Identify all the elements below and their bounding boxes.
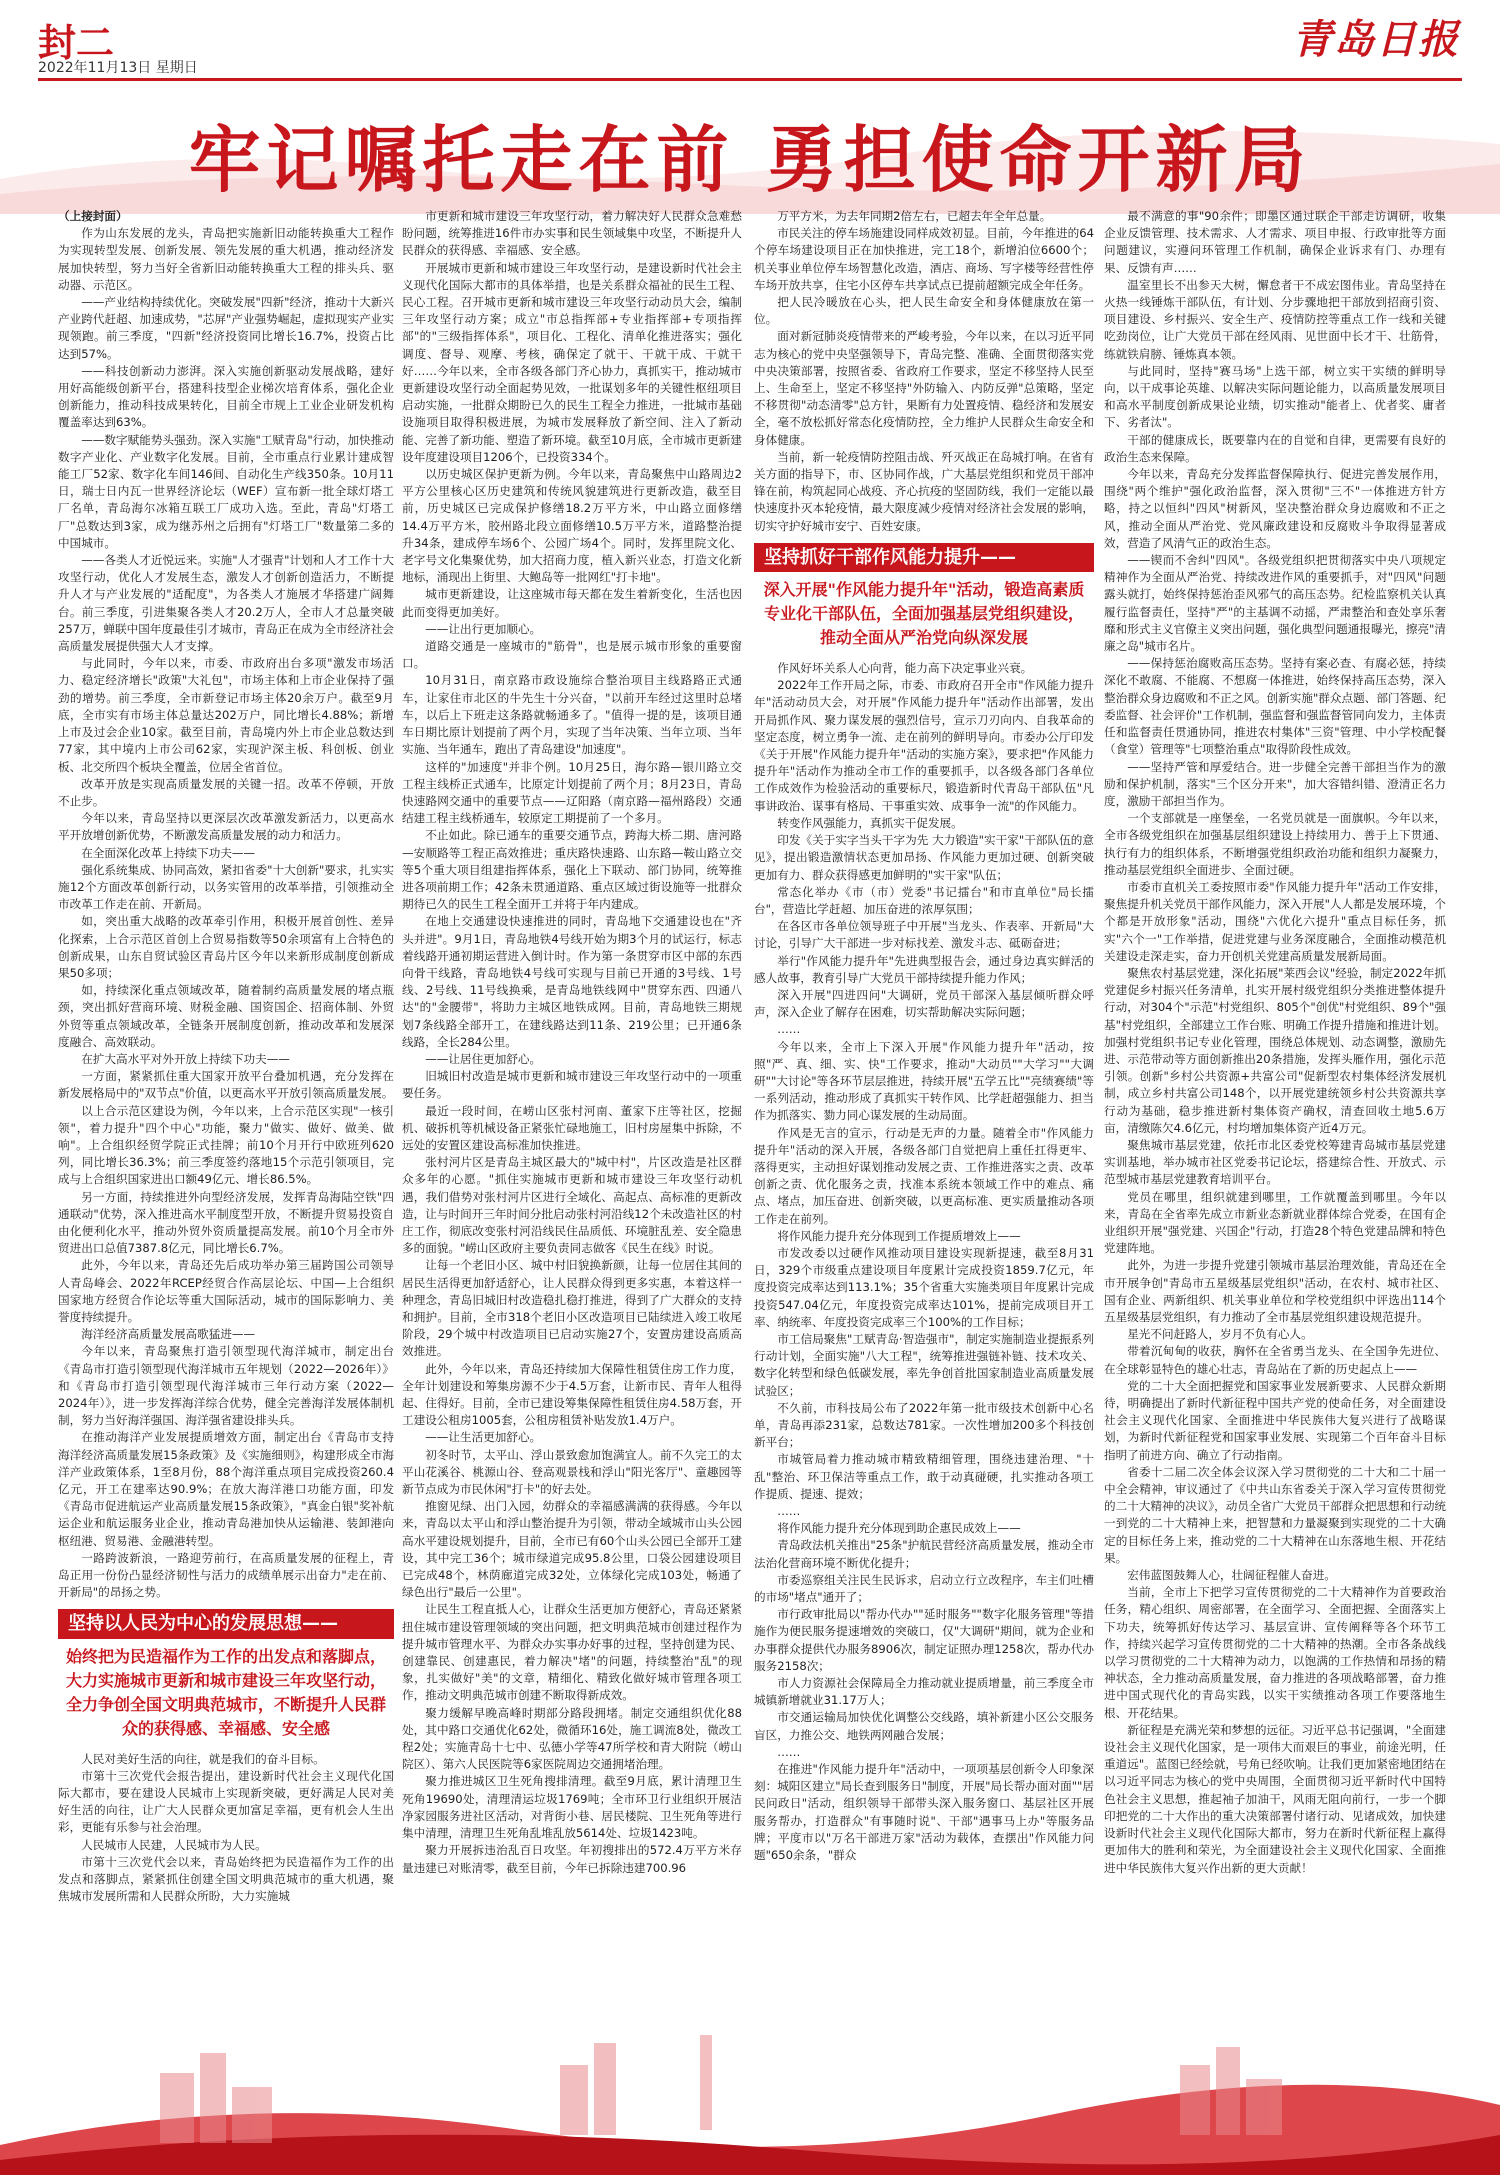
article-paragraph: …… <box>777 1744 801 1759</box>
article-paragraph: 作为山东发展的龙头，青岛把实施新旧动能转换重大工程作为实现转型发展、创新发展、领先发展的重大机遇，推动经济发展加快转型，努力当好全省新旧动能转换重大工程的排头兵、驱动器、示范区。 <box>58 226 394 292</box>
article-paragraph: 与此同时，坚持"赛马场"上选干部，树立实干实绩的鲜明导向，以干成事论英雄、以解决实际问题论能力，以高质量发展项目和高水平制度创新成果论业绩，切实推动"能者上、优者奖、庸者下、劣者汰"。 <box>1104 363 1446 430</box>
issue-date: 2022年11月13日 星期日 <box>38 60 198 76</box>
article-paragraph: 张村河片区是青岛主城区最大的"城中村"，片区改造是社区群众多年的心愿。"抓住实施城市更新和城市建设三年攻坚行动机遇，我们借势对张村河片区进行全域化、高起点、高标准的更新改造，让与时间开三年时间分批启动张村河沿线12个未改造社区的村庄工作，彻底改变张村河沿线民住品质低、环境脏乱差、安全隐患多的面貌。"崂山区政府主要负责同志做客《民生在线》时说。 <box>402 1155 742 1256</box>
article-paragraph: 今年以来，青岛充分发挥监督保障执行、促进完善发展作用，围绕"两个维护"强化政治监督，深入贯彻"三不"一体推进方针方略，持之以恒纠"四风"树新风，坚决整治群众身边腐败和不正之风，推动全面从严治党、党风廉政建设和反腐败斗争取得显著成效，营造了风清气正的政治生态。 <box>1104 467 1446 550</box>
article-paragraph: 作风好坏关系人心向背，能力高下决定事业兴衰。 <box>777 661 1033 676</box>
article-paragraph: 聚力缓解早晚高峰时期部分路段拥堵。制定交通组织优化88处，其中路口交通优化62处，微循环16处，施工调流8处，微改工程2处；实施青岛十七中、弘德小学等47所学校和青大附院（崂山院区）、第六人民医院等6家医院周边交通拥堵治理。 <box>402 1705 742 1772</box>
article-paragraph: 这样的"加速度"并非个例。10月25日，海尔路—银川路立交工程主线桥正式通车，比原定计划提前了两个月；8月23日，青岛快速路网交通中的重要节点——辽阳路（南京路—福州路段）交通结建工程主线桥通车，较原定工期提前了一个多月。 <box>402 759 742 826</box>
article-paragraph: …… <box>777 1022 801 1037</box>
article-paragraph: 城市更新建设，让这座城市每天都在发生着新变化，生活也因此而变得更加美好。 <box>402 587 742 619</box>
article-paragraph: 在各区市各单位领导班子中开展"当龙头、作表率、开新局"大讨论，引导广大干部进一步对标找差、激发斗志、砥砺奋进； <box>754 919 1094 951</box>
article-paragraph: 温室里长不出参天大树，懈怠者干不成宏图伟业。青岛坚持在火热一线锤炼干部队伍，有计划、分步骤地把干部放到招商引资、项目建设、乡村振兴、安全生产、疫情防控等重点工作一线和关键吃劲岗位，让广大党员干部在经风雨、见世面中长才干、壮筋骨，练就铁肩膀、锤炼真本领。 <box>1104 277 1446 361</box>
section-heading: 坚持抓好干部作风能力提升—— <box>754 543 1094 572</box>
article-paragraph: 初冬时节，太平山、浮山景致愈加饱满宜人。前不久完工的太平山花溪谷、桃源山谷、登高观景栈和浮山"阳光客厅"、童趣园等新节点成为市民休闲"打卡"的好去处。 <box>402 1447 742 1497</box>
article-paragraph: 让每一个老旧小区、城中村旧貌换新颜，让每一位居住其间的居民生活得更加舒适舒心，让人民群众得到更多实惠，本着这样一种理念，青岛旧城旧村改造稳扎稳打推进，得到了广大群众的支持和拥护。目前，全市318个老旧小区改造项目已陆续进入竣工收尾阶段，29个城中村改造项目已启动实施27个，安置房建设高质高效推进。 <box>402 1258 742 1359</box>
article-paragraph: 2022年工作开局之际，市委、市政府召开全市"作风能力提升年"活动动员大会，对开展"作风能力提升年"活动作出部署，发出开局抓作风、聚力谋发展的强烈信号，宣示刀刃向内、自我革命的坚定态度，树立勇争一流、走在前列的鲜明导向。市委办公厅印发《关于开展"作风能力提升年"活动的实施方案》，要求把"作风能力提升年"活动作为推动全市工作的重要抓手，以各级各部门各单位工作成效作为检验活动的重要标尺，锻造新时代青岛干部队伍"凡事讲政治、谋事有格局、干事重实效、成事争一流"的作风能力。 <box>754 678 1094 813</box>
header-rule <box>38 78 1462 81</box>
article-column-1 <box>58 208 394 1905</box>
article-paragraph: 市第十三次党代会报告提出，建设新时代社会主义现代化国际大都市，要在建设人民城市上实现新突破，更好满足人民对美好生活的向往，让广大人民群众更加富足幸福，更有机会人生出彩，更能有乐参与社会治理。 <box>58 1768 394 1835</box>
article-paragraph: 市工信局聚焦"工赋青岛·智造强市"，制定实施制造业提振系列行动计划，全面实施"八大工程"，统筹推进强链补链、技术攻关、数字化转型和绿色低碳发展，率先争创首批国家制造业高质量发展试验区； <box>754 1331 1094 1398</box>
article-column-4 <box>1104 208 1446 1877</box>
article-paragraph: 万平方米，为去年同期2倍左右，已超去年全年总量。 <box>777 209 1052 223</box>
article-paragraph: 以历史城区保护更新为例。今年以来，青岛聚焦中山路周边2平方公里核心区历史建筑和传统风貌建筑进行更新改造，截至目前，历史城区已完成保护修缮18.2万平方米，中山路立面修缮14.4万平方米，胶州路北段立面修缮10.5万平方米，道路整治提升34条，建成停车场6个、公园广场4个。同时，发挥里院文化、老字号文化集聚优势，加大招商力度，植入新兴业态，打造文化新地标，涌现出上街里、大鲍岛等一批网红"打卡地"。 <box>402 467 742 585</box>
article-paragraph: 以上合示范区建设为例，今年以来，上合示范区实现"一核引领"，着力提升"四个中心"功能，聚力"做实、做好、做美、做响"。上合组织经贸学院正式挂牌；前10个月开行中欧班列620列，同比增长36.3%；前三季度签约落地15个示范引领项目，完成与上合组织国家进出口额49亿元、增长86.5%。 <box>58 1103 394 1187</box>
article-paragraph: 市发改委以过硬作风推动项目建设实现新提速，截至8月31日，329个市级重点建设项目年度累计完成投资1859.7亿元，年度投资完成率达到113.1%；35个省重大实施类项目年度累计完成投资547.04亿元，年度投资完成率达101%，提前完成项目开工率、纳统率、年度投资完成率三个100%的工作目标； <box>754 1245 1094 1329</box>
article-paragraph: 印发《关于实字当头干字为先 大力锻造"实干家"干部队伍的意见》，提出锻造激情状态更加昂扬、作风能力更加过硬、创新突破更加有力、群众获得感更加鲜明的"实干家"队伍； <box>754 833 1094 882</box>
article-paragraph: 当前，全市上下把学习宣传贯彻党的二十大精神作为首要政治任务，精心组织、周密部署，在全面学习、全面把握、全面落实上下功夫，统筹抓好传达学习、基层宣讲、宣传阐释等各个环节工作，持续兴起学习宣传贯彻党的二十大精神的热潮。全市各条战线以学习贯彻党的二十大精神为动力，以饱满的工作热情和昂扬的精神状态，全力推动高质量发展，奋力推进的各项战略部署，奋力推进中国式现代化的青岛实践，以实干实绩推动各项工作要落地生根、开花结果。 <box>1104 1585 1446 1720</box>
article-paragraph: 今年以来，全市上下深入开展"作风能力提升年"活动，按照"严、真、细、实、快"工作要求，推动"大动员""大学习""大调研""大讨论"等各环节层层推进，持续开展"五学五比""亮绩赛绩"等一系列活动，推动形成了真抓实干转作风、比学赶超强能力、担当作为抓落实、勠力同心谋发展的生动局面。 <box>754 1039 1094 1123</box>
article-paragraph: ——保持惩治腐败高压态势。坚持有案必查、有腐必惩，持续深化不敢腐、不能腐、不想腐一体推进，始终保持高压态势，深入整治群众身边腐败和不正之风。创新实施"群众点题、部门答题、纪委监督、社会评价"工作机制，强监督和强监督管同向发力，主体责任和监督责任贯通协同，推进农村集体"三资"管理、中小学校配餐（食堂）管理等"七项整治重点"取得阶段性成效。 <box>1104 656 1446 757</box>
article-paragraph: 宏伟蓝图鼓舞人心，壮阔征程催人奋进。 <box>1127 1568 1336 1583</box>
article-paragraph: 面对新冠肺炎疫情带来的严峻考验，今年以来，在以习近平同志为核心的党中央坚强领导下，青岛完整、准确、全面贯彻落实党中央决策部署，按照省委、省政府工作要求，坚定不移坚持人民至上、生命至上，坚定不移坚持"外防输入、内防反弹"总策略，坚定不移贯彻"动态清零"总方针，果断有力处置疫情、稳经济和发展安全，毫不放松抓好常态化疫情防控，全力维护人民群众生命安全和身体健康。 <box>754 329 1094 447</box>
article-paragraph: 聚焦城市基层党建，依托市北区委党校筹建青岛城市基层党建实训基地，举办城市社区党委书记论坛，搭建综合性、开放式、示范型城市基层党建教育培训平台。 <box>1104 1137 1446 1187</box>
article-paragraph: 旧城旧村改造是城市更新和城市建设三年攻坚行动中的一项重要任务。 <box>402 1069 742 1101</box>
article-paragraph: 举行"作风能力提升年"先进典型报告会，通过身边真实鲜活的感人故事，教育引导广大党员干部持续提升能力作风； <box>754 953 1094 985</box>
article-paragraph: 作风是无言的宣示，行动是无声的力量。随着全市"作风能力提升年"活动的深入开展，各级各部门自觉把肩上重任扛得更牢、落得更实，主动担好谋划推动发展之责、工作推进落实之责、改革创新之责、优化服务之责，找准本系统本领域工作中的难点、痛点、堵点，加压奋进、创新突破，以更高标准、更实质量推动各项工作走在前列。 <box>754 1125 1094 1226</box>
article-paragraph: 聚焦农村基层党建，深化拓展"莱西会议"经验，制定2022年抓党建促乡村振兴任务清单，扎实开展村级党组织分类推进整体提升行动，对304个"示范"村党组织、805个"创优"村党组织、89个"强基"村党组织，全部建立工作台账、明确工作提升措施和推进计划。加强村党组织书记专业化管理，围绕总体规划、动态调整，激励先进、示范带动等方面创新推出20条措施，发挥头雁作用，强化示范引领。创新"乡村公共资源+共富公司"促新型农村集体经济发展机制，成立乡村共富公司148个，以开展党建统领乡村公共资源共享行动为基础，稳步推进新村集体资产确权，清查回收土地5.6万亩，清缴陈欠4.6亿元，村均增加集体资产近4万元。 <box>1104 965 1446 1135</box>
article-paragraph: 市城管局着力推动城市精致精细管理，围绕违建治理、"十乱"整治、环卫保洁等重点工作，敢于动真碰硬，扎实推动各项工作提质、提速、提效； <box>754 1452 1094 1501</box>
article-paragraph: 新征程是充满光荣和梦想的远征。习近平总书记强调，"全面建设社会主义现代化国家，是一项伟大而艰巨的事业，前途光明，任重道远"。蓝图已经绘就，号角已经吹响。让我们更加紧密地团结在以习近平同志为核心的党中央周围，全面贯彻习近平新时代中国特色社会主义思想，推起袖子加油干，风雨无阻向前行，一步一个脚印把党的二十大作出的重大决策部署付诸行动、见诸成效，加快建设新时代社会主义现代化国际大都市，努力在新时代新征程上赢得更加伟大的胜利和荣光，为全面建设社会主义现代化国家、全面推进中华民族伟大复兴作出新的更大贡献！ <box>1104 1722 1446 1875</box>
article-paragraph: 党员在哪里，组织就建到哪里，工作就覆盖到哪里。今年以来，青岛在全省率先成立市新业态新就业群体综合党委，在国有企业组织开展"强党建、兴国企"行动，打造28个特色党建品牌和特色党建阵地。 <box>1104 1189 1446 1256</box>
article-paragraph: 不止如此。除已通车的重要交通节点，跨海大桥二期、唐河路—安顺路等工程正高效推进；重庆路快速路、山东路—鞍山路立交等5个重大项目组建指挥体系，强化上下联动、部门协同，统筹推进各项前期工作；42条未贯通道路、重点区域过街设施等一批群众期待已久的民生工程全面开工并将于年内建成。 <box>402 828 742 912</box>
article-paragraph: ——锲而不舍纠"四风"。各级党组织把贯彻落实中央八项规定精神作为全面从严治党、持续改进作风的重要抓手，对"四风"问题露头就打，始终保持惩治歪风邪气的高压态势。纪检监察机关认真履行监督责任，坚持"严"的主基调不动摇，严肃整治和查处享乐奢靡和形式主义官僚主义突出问题，强化典型问题通报曝光，擦亮"清廉之岛"城市名片。 <box>1104 553 1446 654</box>
article-paragraph: 一路跨波新浪，一路迎劳前行，在高质量发展的征程上，青岛正用一份份凸显经济韧性与活力的成绩单展示出奋力"走在前、开新局"的昂扬之势。 <box>58 1550 394 1600</box>
section-subheading: 深入开展"作风能力提升年"活动，锻造高素质专业化干部队伍，全面加强基层党组织建设，推动全面从严治党向纵深发展 <box>763 580 1085 648</box>
page-label: 封二 <box>38 21 115 65</box>
article-paragraph: ——数字赋能势头强劲。深入实施"工赋青岛"行动，加快推动数字产业化、产业数字化发展。目前，全市重点行业累计建成智能工厂52家、数字化车间146间、自动化生产线350条。10月11日，瑞士日内瓦一世界经济论坛（WEF）宣布新一批全球灯塔工厂名单，青岛海尔冰箱互联工厂成功入选。至此，青岛"灯塔工厂"总数达到3家，成为继苏州之后拥有"灯塔工厂"数量第二多的中国城市。 <box>58 432 394 550</box>
article-paragraph: ——让生活更加舒心。 <box>425 1430 542 1445</box>
footer-cityscape-illustration <box>0 1995 1500 2175</box>
article-paragraph: ——让居住更加舒心。 <box>425 1051 542 1066</box>
article-paragraph: 市民关注的停车场施建设同样成效初显。目前，今年推进的64个停车场建设项目正在加快推进，完工18个，新增泊位6600个；机关事业单位停车场智慧化改造，酒店、商场、写字楼等经营性停车场开放共享，住宅小区停车共享试点已提前超额完成全年任务。 <box>754 226 1094 292</box>
article-paragraph: 强化系统集成、协同高效，紧扣省委"十大创新"要求，扎实实施12个方面改革创新行动，以务实管用的改革举措，引领推动全市改革工作走在前、开新局。 <box>58 862 394 912</box>
article-paragraph: 青岛政法机关推出"25条"护航民营经济高质量发展，推动全市法治化营商环境不断优化提升； <box>754 1538 1094 1570</box>
article-paragraph: 开展城市更新和城市建设三年攻坚行动，是建设新时代社会主义现代化国际大都市的具体举措，也是关系群众福祉的民生工程、民心工程。召开城市更新和城市建设三年攻坚行动动员大会，编制三年攻坚行动方案；成立"市总指挥部+专业指挥部+专项指挥部"的"三级指挥体系"，项目化、工程化、清单化推进落实；强化调度、督导、观摩、考核，确保定了就干、干就干成、干就干好……今年以来，全市各级各部门齐心协力，真抓实干，推动城市更新建设攻坚行动全面起势见效，一批谋划多年的关键性枢纽项目启动实施，一批群众期盼已久的民生工程全力推进，一批城市基础设施项目取得积极进展，为城市发展释放了新空间、注入了新动能、完善了新功能、塑造了新环境。截至10月底，全市城市更新建设年度建设项目1206个，已投资334个。 <box>402 260 742 464</box>
article-paragraph: 此外，今年以来，青岛还先后成功举办第三届跨国公司领导人青岛峰会、2022年RCEP经贸合作高层论坛、中国—上合组织国家地方经贸合作论坛等重大国际活动，城市的国际影响力、美誉度持续提升。 <box>58 1258 394 1324</box>
article-paragraph: 在推动海洋产业发展提质增效方面，制定出台《青岛市支持海洋经济高质量发展15条政策》及《实施细则》，构建形成全市海洋产业政策体系，1至8月份，88个海洋重点项目完成投资260.4亿元，开工在建率达90.9%；在放大海洋港口功能方面，印发《青岛市促进航运产业高质量发展15条政策》，"真金白银"奖补航运企业和航运服务业企业，推动青岛港加快从运输港、装卸港向枢纽港、贸易港、金融港转型。 <box>58 1430 394 1548</box>
article-paragraph: ——各类人才近悦远来。实施"人才强青"计划和人才工作十大攻坚行动，优化人才发展生态，激发人才创新创造活力，不断提升人才与产业发展的"适配度"，为各类人才施展才华搭建广阔舞台。前三季度，引进集聚各类人才20.2万人，全市人才总量突破257万，蝉联中国年度最佳引才城市，青岛正在成为全市经济社会高质量发展提供强大人才支撑。 <box>58 553 394 654</box>
article-paragraph: 聚力开展拆违治乱百日攻坚。年初搜排出的572.4万平方米存量违建已对账清零，截至目前，今年已拆除违建700.96 <box>402 1843 742 1875</box>
article-column-3 <box>754 208 1094 1864</box>
article-paragraph: 不久前，市科技局公布了2022年第一批市级技术创新中心名单，青岛再添231家，总数达781家。一次性增加200多个科技创新平台； <box>754 1400 1094 1450</box>
article-paragraph: 常态化举办《市（市）党委"书记擂台"和市直单位"局长擂台"，营造比学赶超、加压奋进的浓厚氛围； <box>754 884 1094 916</box>
article-paragraph: 干部的健康成长，既要靠内在的自觉和自律，更需要有良好的政治生态来保障。 <box>1104 432 1446 464</box>
main-headline: 牢记嘱托走在前 勇担使命开新局 <box>188 117 1312 202</box>
article-paragraph: ——科技创新动力澎湃。深入实施创新驱动发展战略，建好用好高能级创新平台，搭建科技型企业梯次培育体系，强化企业创新能力，推动科技成果转化，目前全市规上工业企业研发机构覆盖率达到63%。 <box>58 363 394 430</box>
section-subheading: 始终把为民造福作为工作的出发点和落脚点，大力实施城市更新和城市建设三年攻坚行动，全力争创全国文明典范城市，不断提升人民群众的获得感、幸福感、安全感 <box>65 1646 386 1738</box>
page-header <box>0 0 1500 82</box>
article-paragraph: 如，突出重大战略的改革牵引作用，积极开展首创性、差异化探索，上合示范区首创上合贸易指数等50余项富有上合特色的创新成果，山东自贸试验区青岛片区今年以来新形成制度创新成果50多项； <box>58 914 394 980</box>
article-paragraph: 聚力推进城区卫生死角搜排清理。截至9月底，累计清理卫生死角19690处，清理清运垃圾1769吨；全市环卫行业组织开展洁净家园服务进社区活动，对背街小巷、居民楼院、卫生死角等进行集中清理，清理卫生死角乱堆乱放5614处、垃圾1423吨。 <box>402 1774 742 1841</box>
article-paragraph: 今年以来，青岛聚焦打造引领型现代海洋城市，制定出台《青岛市打造引领型现代海洋城市五年规划（2022—2026年）》和《青岛市打造引领型现代海洋城市三年行动方案（2022—2024年）》，进一步发挥海洋综合优势，健全完善海洋发展体制机制，努力当好海洋强国、海洋强省建设排头兵。 <box>58 1344 394 1428</box>
article-paragraph: 另一方面，持续推进外向型经济发展，发挥青岛海陆空铁"四通联动"优势，深入推进高水平制度型开放，不断提升贸易投资自由化便利化水平，推动外贸外资质量提高发展。前10个月全市外贸进出口总值7387.8亿元，同比增长6.7%。 <box>58 1189 394 1256</box>
article-paragraph: 与此同时，今年以来，市委、市政府出台多项"激发市场活力、稳定经济增长"政策"大礼包"，市场主体和上市企业保持了强劲的增势。前三季度，全市新登记市场主体20余万户。截至9月底，全市实有市场主体总量达202万户，同比增长4.88%；新增上市及过会企业10家。截至目前，青岛境内外上市企业总数达到77家，其中境内上市公司62家，实现沪深主板、科创板、创业板、北交所四个板块全覆盖，位居全省首位。 <box>58 656 394 774</box>
article-paragraph: 深入开展"四进四问"大调研，党员干部深入基层倾听群众呼声，深入企业了解存在困难，切实帮助解决实际问题； <box>754 987 1094 1020</box>
article-paragraph: 最不满意的事"90余件；即墨区通过联企干部走访调研，收集企业反馈管理、技术需求、人才需求、项目申报、行政审批等方面问题建议，实遵问环管理工作机制，确保企业诉求有门、办理有果、反馈有声…… <box>1104 209 1446 275</box>
article-paragraph: 市委市直机关工委按照市委"作风能力提升年"活动工作安排，聚焦提升机关党员干部作风能力，深入开展"人人都是发展环境，个个都是开放形象"活动，围绕"六优化六提升"重点目标任务，抓实"六个一"工作举措，促进党建与业务深度融合，全面推动模范机关建设走深走实，奋力开创机关党建高质量发展新局面。 <box>1104 879 1446 963</box>
article-paragraph: 市第十三次党代会以来，青岛始终把为民造福作为工作的出发点和落脚点，紧紧抓住创建全国文明典范城市的重大机遇，聚焦城市发展所需和人民群众所盼，大力实施城 <box>58 1854 394 1904</box>
article-paragraph: 星光不问赶路人，岁月不负有心人。 <box>1127 1327 1313 1342</box>
article-paragraph: 转变作风强能力，真抓实干促发展。 <box>777 815 963 830</box>
article-paragraph: 一方面，紧紧抓住重大国家开放平台叠加机遇，充分发挥在新发展格局中的"双节点"价值，以更高水平开放引领高质量发展。 <box>58 1069 394 1101</box>
article-paragraph: 市交通运输局加快优化调整公交线路，填补新建小区公交服务盲区，力推公交、地铁两网融合发展； <box>754 1710 1094 1742</box>
article-paragraph: …… <box>777 1504 801 1519</box>
article-paragraph: 当前，新一轮疫情防控阻击战、歼灭战正在岛城打响。在省有关方面的指导下，市、区协同作战，广大基层党组织和党员干部冲锋在前，构筑起同心战疫、齐心抗疫的坚固防线，我们一定能以最快速度扑灭本轮疫情，最大限度减少疫情对经济社会发展的影响，切实守护好城市安宁、百姓安康。 <box>754 449 1094 533</box>
article-paragraph: 此外，今年以来，青岛还持续加大保障性租赁住房工作力度，全年计划建设和筹集房源不少于4.5万套，让新市民、青年人租得起、住得好。目前，全市已建设筹集保障性租赁住房4.58万套，开工建设公租房1005套，公租房租赁补贴发放1.4万户。 <box>402 1361 742 1428</box>
headline-banner <box>0 84 1500 214</box>
masthead-logo: 青岛日报 <box>1292 16 1460 63</box>
article-column-2 <box>402 208 742 1877</box>
article-paragraph: 将作风能力提升充分体现到工作提质增效上—— <box>777 1228 1021 1243</box>
article-paragraph: 道路交通是一座城市的"筋骨"，也是展示城市形象的重要窗口。 <box>402 639 742 671</box>
article-paragraph: 在扩大高水平对外开放上持续下功夫—— <box>81 1051 290 1066</box>
article-paragraph: 市行政审批局以"帮办代办""延时服务""数字化服务管理"等措施作为便民服务提速增效的突破口，仅"大调研"期间，就为企业和办事群众提供代办服务8906次，制定证照办理1258次，帮办代办服务2158次； <box>754 1607 1094 1673</box>
article-paragraph: 改革开放是实现高质量发展的关键一招。改革不停顿，开放不止步。 <box>58 776 394 808</box>
continuation-note: （上接封面） <box>58 209 128 223</box>
article-paragraph: 海洋经济高质量发展高歌猛进—— <box>81 1327 256 1342</box>
article-paragraph: 人民对美好生活的向往，就是我们的奋斗目标。 <box>81 1751 325 1766</box>
article-paragraph: 此外，为进一步提升党建引领城市基层治理效能，青岛还在全市开展争创"青岛市五星级基层党组织"活动，在农村、城市社区、国有企业、两新组织、机关事业单位和学校党组织中评选出114个五星级基层党组织，有力推动了全市基层党组织建设规范提升。 <box>1104 1258 1446 1324</box>
article-paragraph: 推窗见绿、出门入园，幼群众的幸福感满满的获得感。今年以来，青岛以太平山和浮山整治提升为引领，带动全域城市山头公园高水平建设规划提升，目前，全市已有60个山头公园已全部开工建设，其中完工36个；城市绿道完成95.8公里，口袋公园建设项目已完成48个，林荫廊道完成32处，立体绿化完成103处，畅通了绿色出行"最后一公里"。 <box>402 1499 742 1600</box>
article-paragraph: 10月31日，南京路市政设施综合整治项目主线路路正式通车，让家住市北区的牛先生十分兴奋，"以前开车经过这里时总堵车，以后上下班走这条路就畅通多了。"值得一提的是，该项目通车日期比原计划提前了两个月，实现了当年决策、当年立项、当年实施、当年通车，跑出了青岛建设"加速度"。 <box>402 673 742 757</box>
article-paragraph: 今年以来，青岛坚持以更深层次改革激发新活力，以更高水平开放增创新优势，不断激发高质量发展的动力和活力。 <box>58 811 394 843</box>
article-paragraph: 一个支部就是一座堡垒，一名党员就是一面旗帜。今年以来，全市各级党组织在加强基层组织建设上持续用力、善于上下贯通、执行有力的组织体系，不断增强党组织政治功能和组织力凝聚力，推动基层党组织全面进步、全面过硬。 <box>1104 811 1446 877</box>
article-paragraph: 将作风能力提升充分体现到助企惠民成效上—— <box>777 1521 1021 1536</box>
article-paragraph: 在全面深化改革上持续下功夫—— <box>81 845 256 860</box>
article-paragraph: ——让出行更加顺心。 <box>425 621 542 636</box>
article-paragraph: 最近一段时间，在崂山区张村河南、董家下庄等社区，挖掘机、破拆机等机械设备正紧张忙碌地施工，旧村房屋集中拆除，不远处的安置区建设高标准加快推进。 <box>402 1103 742 1152</box>
article-paragraph: 人民城市人民建，人民城市为人民。 <box>81 1837 267 1852</box>
article-paragraph: 省委十二届二次全体会议深入学习贯彻党的二十大和二十届一中全会精神，审议通过了《中共山东省委关于深入学习宣传贯彻党的二十大精神的决议》，动员全省广大党员干部群众把思想和行动统一到党的二十大精神上来，把智慧和力量凝聚到实现党的二十大确定的目标任务上来，推动党的二十大精神在山东落地生根、开花结果。 <box>1104 1464 1447 1565</box>
article-paragraph: 市委巡察组关注民生民诉求，启动立行立改程序，车主们吐槽的市场"堵点"通开了； <box>754 1572 1094 1605</box>
article-paragraph: 党的二十大全面把握党和国家事业发展新要求、人民群众新期待，明确提出了新时代新征程中国共产党的使命任务，对全面建设社会主义现代化国家、全面推进中华民族伟大复兴进行了战略谋划，为新时代新征程党和国家事业发展、实现第二个百年奋斗目标指明了前进方向、确立了行动指南。 <box>1104 1378 1446 1462</box>
article-paragraph: 在地上交通建设快速推进的同时，青岛地下交通建设也在"齐头并进"。9月1日，青岛地铁4号线开始为期3个月的试运行，标志着线路开通初期运营进入倒计时。作为第一条贯穿市区中部的东西向骨干线路，青岛地铁4号线可实现与目前已开通的3号线、1号线、2号线、11号线换乘，是青岛地铁线网中"贯穿东西、四通八达"的"金腰带"，将助力主城区地铁成网。目前，青岛地铁三期规划7条线路全部开工，在建线路达到11条、219公里；已开通6条线路，全长284公里。 <box>402 914 742 1049</box>
article-paragraph: 带着沉甸甸的收获，胸怀在全省勇当龙头、在全国争先进位、在全球彰显特色的雄心壮志，青岛站在了新的历史起点上—— <box>1104 1344 1446 1376</box>
article-paragraph: ——产业结构持续优化。突破发展"四新"经济，推动十大新兴产业跨代赶超、加速成势，"芯屏"产业强势崛起，虚拟现实产业实现领跑。前三季度，"四新"经济投资同比增长16.7%，投资占比达到57%。 <box>58 295 394 361</box>
article-paragraph: 让民生工程直抵人心，让群众生活更加方便舒心，青岛还紧紧扭住城市建设管理领域的突出问题，把文明典范城市创建过程作为提升城市管理水平、为群众办实事办好事的过程，坚持创建为民、创建靠民、创建惠民，着力解决"堵"的问题，持续整治"乱"的现象，扎实做好"美"的文章，精细化、精致化做好城市管理各项工作，推动文明典范城市创建不断取得新成效。 <box>402 1602 742 1703</box>
article-paragraph: 市人力资源社会保障局全力推动就业提质增量，前三季度全市城镇新增就业31.17万人； <box>754 1676 1094 1708</box>
article-paragraph: 市更新和城市建设三年攻坚行动，着力解决好人民群众急难愁盼问题，统筹推进16件市办实事和民生领域集中攻坚，不断提升人民群众的获得感、幸福感、安全感。 <box>402 209 742 258</box>
article-paragraph: ——坚持严管和厚爱结合。进一步健全完善干部担当作为的激励和保护机制，落实"三个区分开来"，加大容错纠错、澄清正名力度，激励干部担当作为。 <box>1104 759 1446 808</box>
article-paragraph: 如，持续深化重点领域改革，随着制约高质量发展的堵点瓶颈，突出抓好营商环境、财税金融、国资国企、招商体制、外贸外贸等重点领域改革，全链条开展制度创新，推动改革和发展深度融合、高效联动。 <box>58 983 394 1049</box>
article-paragraph: 把人民冷暖放在心头，把人民生命安全和身体健康放在第一位。 <box>754 295 1094 327</box>
article-paragraph: 在推进"作风能力提升年"活动中，一项项基层创新令人印象深刻：城阳区建立"局长查到服务日"制度，开展"局长帮办面对面""居民问政日"活动，组织领导干部带头深入服务窗口、基层社区开展服务帮办，打造群众"有事随时说"、干部"遇事马上办"等服务品牌；平度市以"万名干部进万家"活动为载体，查摆出"作风能力问题"650余条，"群众 <box>754 1762 1094 1863</box>
section-heading: 坚持以人民为中心的发展思想—— <box>58 1609 394 1638</box>
